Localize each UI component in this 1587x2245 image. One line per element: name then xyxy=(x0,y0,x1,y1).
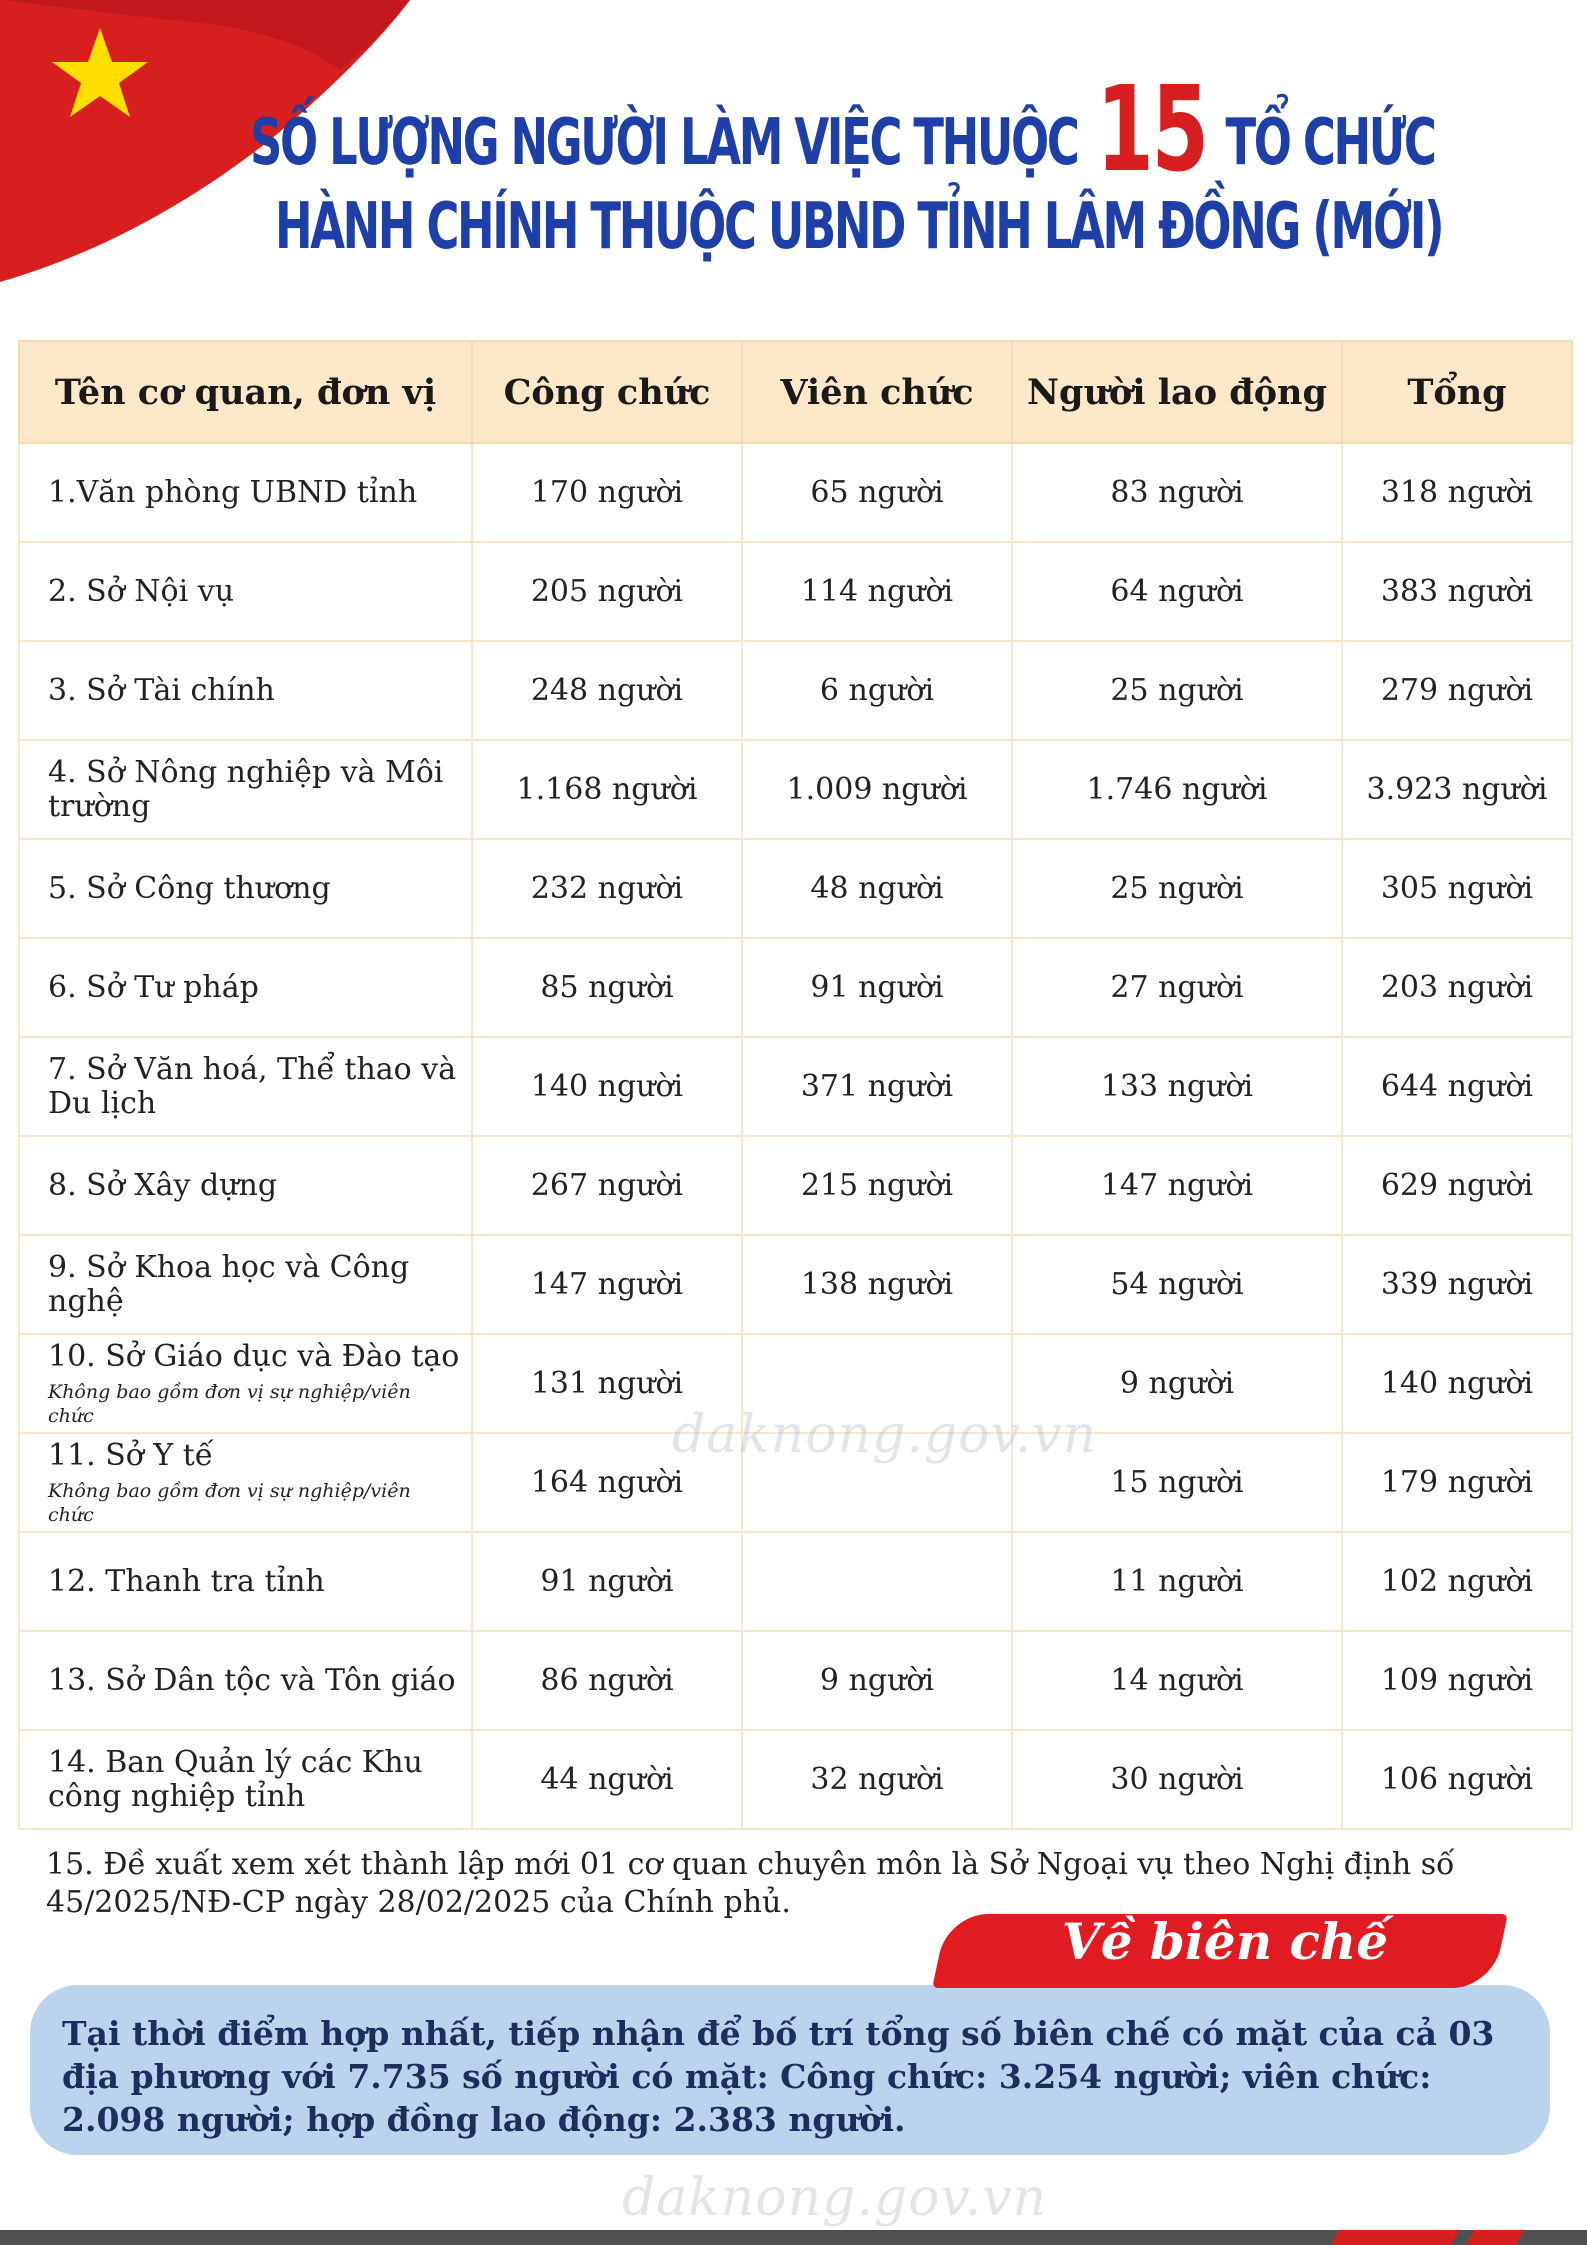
cell-vien-chuc: 91 người xyxy=(742,938,1012,1037)
table-row xyxy=(19,740,1572,839)
org-name-cell xyxy=(19,542,472,641)
cell-lao-dong: 133 người xyxy=(1012,1037,1342,1136)
cell-tong: 140 người xyxy=(1342,1334,1572,1433)
table-row xyxy=(19,1235,1572,1334)
org-name: 8. Sở Xây dựng xyxy=(48,1167,278,1203)
cell-tong: 179 người xyxy=(1342,1433,1572,1532)
cell-cong-chuc: 170 người xyxy=(472,443,742,542)
cell-tong: 383 người xyxy=(1342,542,1572,641)
cell-lao-dong: 64 người xyxy=(1012,542,1342,641)
table-row xyxy=(19,1136,1572,1235)
cell-cong-chuc: 131 người xyxy=(472,1334,742,1433)
cell-tong: 305 người xyxy=(1342,839,1572,938)
org-name: 14. Ban Quản lý các Khu công nghiệp tỉnh xyxy=(48,1744,423,1814)
cell-tong: 644 người xyxy=(1342,1037,1572,1136)
cell-cong-chuc: 44 người xyxy=(472,1730,742,1829)
cell-vien-chuc xyxy=(742,1532,1012,1631)
table-row xyxy=(19,1730,1572,1829)
org-name: 4. Sở Nông nghiệp và Môi trường xyxy=(48,754,444,824)
header-lao-dong: Người lao động xyxy=(1012,341,1342,443)
cell-lao-dong: 9 người xyxy=(1012,1334,1342,1433)
org-name-cell xyxy=(19,1433,472,1532)
header-tong: Tổng xyxy=(1342,341,1572,443)
table-row xyxy=(19,641,1572,740)
org-name: 3. Sở Tài chính xyxy=(48,672,275,708)
table-row xyxy=(19,443,1572,542)
org-name-cell xyxy=(19,641,472,740)
cell-vien-chuc: 1.009 người xyxy=(742,740,1012,839)
cell-lao-dong: 25 người xyxy=(1012,839,1342,938)
title-line-2: HÀNH CHÍNH THUỘC UBND TỈNH LÂM ĐỒNG (MỚI) xyxy=(275,190,1443,264)
cell-tong: 279 người xyxy=(1342,641,1572,740)
cell-vien-chuc: 65 người xyxy=(742,443,1012,542)
cell-tong: 109 người xyxy=(1342,1631,1572,1730)
cell-vien-chuc: 6 người xyxy=(742,641,1012,740)
table-row xyxy=(19,1532,1572,1631)
org-name-cell xyxy=(19,1235,472,1334)
cell-cong-chuc: 91 người xyxy=(472,1532,742,1631)
cell-tong: 102 người xyxy=(1342,1532,1572,1631)
cell-vien-chuc: 32 người xyxy=(742,1730,1012,1829)
org-name-cell xyxy=(19,938,472,1037)
header-cong-chuc: Công chức xyxy=(472,341,742,443)
org-name: 12. Thanh tra tỉnh xyxy=(48,1563,325,1599)
summary-text: Tại thời điểm hợp nhất, tiếp nhận để bố trí tổng số biên chế có mặt của cả 03 địa phương với 7.735 số người có mặt: Công chức: 3.254 người; viên chức: 2.098 người; hợp đồng lao động: 2.383 người. xyxy=(62,2014,1495,2139)
cell-lao-dong: 11 người xyxy=(1012,1532,1342,1631)
cell-tong: 106 người xyxy=(1342,1730,1572,1829)
watermark-bottom: daknong.gov.vn xyxy=(622,2168,1048,2228)
bottom-accent xyxy=(1331,2230,1460,2245)
title-text-b: TỔ CHỨC xyxy=(1225,106,1435,180)
org-name-cell xyxy=(19,1532,472,1631)
table-row xyxy=(19,839,1572,938)
org-name: 13. Sở Dân tộc và Tôn giáo xyxy=(48,1662,456,1698)
org-name-cell xyxy=(19,839,472,938)
cell-lao-dong: 83 người xyxy=(1012,443,1342,542)
table-row xyxy=(19,938,1572,1037)
table-header-row xyxy=(19,341,1572,443)
cell-lao-dong: 27 người xyxy=(1012,938,1342,1037)
cell-tong: 339 người xyxy=(1342,1235,1572,1334)
cell-vien-chuc: 48 người xyxy=(742,839,1012,938)
cell-vien-chuc: 371 người xyxy=(742,1037,1012,1136)
cell-vien-chuc: 114 người xyxy=(742,542,1012,641)
org-name: 1.Văn phòng UBND tỉnh xyxy=(48,474,418,510)
cell-vien-chuc: 138 người xyxy=(742,1235,1012,1334)
cell-lao-dong: 25 người xyxy=(1012,641,1342,740)
cell-lao-dong: 147 người xyxy=(1012,1136,1342,1235)
cell-tong: 3.923 người xyxy=(1342,740,1572,839)
cell-tong: 629 người xyxy=(1342,1136,1572,1235)
cell-cong-chuc: 205 người xyxy=(472,542,742,641)
header-org: Tên cơ quan, đơn vị xyxy=(19,341,472,443)
title-number: 15 xyxy=(1096,60,1207,198)
cell-lao-dong: 14 người xyxy=(1012,1631,1342,1730)
cell-cong-chuc: 232 người xyxy=(472,839,742,938)
org-name-cell xyxy=(19,1334,472,1433)
cell-cong-chuc: 248 người xyxy=(472,641,742,740)
org-name-cell xyxy=(19,1037,472,1136)
header-vien-chuc: Viên chức xyxy=(742,341,1012,443)
staff-table xyxy=(18,340,1573,1830)
cell-lao-dong: 30 người xyxy=(1012,1730,1342,1829)
org-name-cell xyxy=(19,443,472,542)
org-name: 10. Sở Giáo dục và Đào tạo xyxy=(48,1338,460,1374)
org-name: 6. Sở Tư pháp xyxy=(48,969,259,1005)
org-name: 11. Sở Y tế xyxy=(48,1437,214,1473)
cell-lao-dong: 1.746 người xyxy=(1012,740,1342,839)
cell-vien-chuc: 9 người xyxy=(742,1631,1012,1730)
title-text-a: SỐ LƯỢNG NGƯỜI LÀM VIỆC THUỘC xyxy=(250,106,1078,180)
org-note: Không bao gồm đơn vị sự nghiệp/viên chức xyxy=(48,1380,411,1427)
org-name-cell xyxy=(19,1631,472,1730)
org-note: Không bao gồm đơn vị sự nghiệp/viên chức xyxy=(48,1479,411,1526)
cell-cong-chuc: 140 người xyxy=(472,1037,742,1136)
cell-cong-chuc: 147 người xyxy=(472,1235,742,1334)
org-name-cell xyxy=(19,740,472,839)
cell-cong-chuc: 85 người xyxy=(472,938,742,1037)
cell-cong-chuc: 86 người xyxy=(472,1631,742,1730)
cell-vien-chuc: 215 người xyxy=(742,1136,1012,1235)
table-row xyxy=(19,1037,1572,1136)
org-name-cell xyxy=(19,1730,472,1829)
org-name-cell xyxy=(19,1136,472,1235)
cell-tong: 318 người xyxy=(1342,443,1572,542)
org-name: 7. Sở Văn hoá, Thể thao và Du lịch xyxy=(48,1051,457,1121)
cell-cong-chuc: 1.168 người xyxy=(472,740,742,839)
ribbon-label: Về biên chế xyxy=(1061,1912,1389,1971)
cell-lao-dong: 15 người xyxy=(1012,1433,1342,1532)
cell-cong-chuc: 164 người xyxy=(472,1433,742,1532)
table-row xyxy=(19,1631,1572,1730)
cell-lao-dong: 54 người xyxy=(1012,1235,1342,1334)
org-name: 5. Sở Công thương xyxy=(48,870,331,906)
cell-tong: 203 người xyxy=(1342,938,1572,1037)
org-name: 2. Sở Nội vụ xyxy=(48,573,235,609)
cell-cong-chuc: 267 người xyxy=(472,1136,742,1235)
org-name: 9. Sở Khoa học và Công nghệ xyxy=(48,1249,410,1319)
bottom-accent-2 xyxy=(1466,2230,1525,2245)
table-row xyxy=(19,542,1572,641)
title-line-1 xyxy=(250,60,1435,198)
footnote: 15. Đề xuất xem xét thành lập mới 01 cơ quan chuyên môn là Sở Ngoại vụ theo Nghị định số 45/2025/NĐ-CP ngày 28/02/2025 của Chính phủ. xyxy=(46,1847,1455,1920)
watermark-middle: daknong.gov.vn xyxy=(672,1405,1098,1465)
